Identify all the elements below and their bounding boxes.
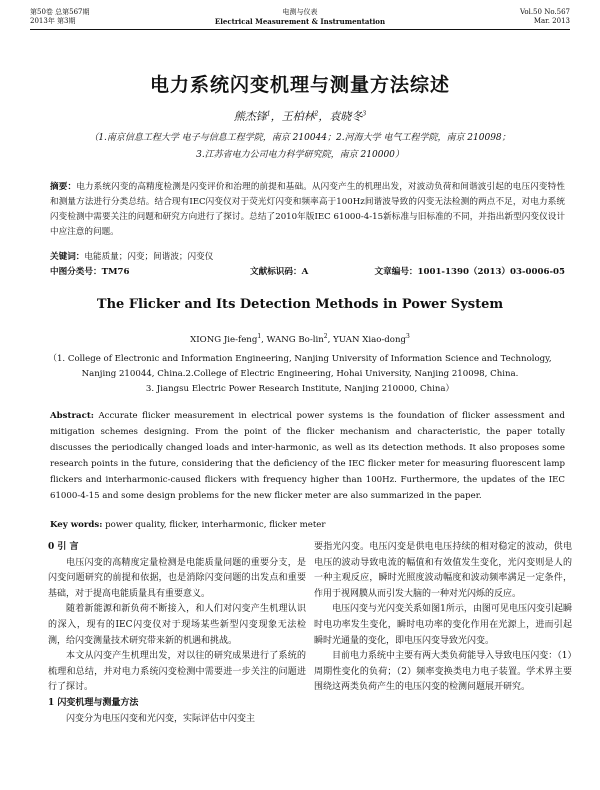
paragraph: 目前电力系统中主要有两大类负荷能导入导致电压闪变：（1）周期性变化的负荷；（2）频率变换类电力电子装置。学术界主要围绕这两类负荷产生的电压闪变的检测问题展开研究。: [314, 651, 572, 693]
clc-number: 中图分类号：TM76: [50, 267, 130, 277]
body-column-right: [314, 540, 572, 696]
paragraph: 随着新能源和新负荷不断接入，和人们对闪变产生机理认识的深入，现有的IEC闪变仪对于现场某些新型闪变现象无法检测，给闪变测量技术研究带来新的机遇和挑战。: [48, 604, 306, 646]
body-column-left: [48, 540, 306, 727]
volume-en: Vol.50 No.567: [519, 8, 570, 16]
abstract-cn-text: 电力系统闪变的高精度检测是闪变评价和治理的前提和基础。从闪变产生的机理出发，对波动负荷和间谐波引起的电压闪变特性和测量方法进行分类总结。结合现有IEC闪变仪对于荧光灯闪变和频率高于100Hz间谐波导致的闪变无法检测的两点不足，对电力系统闪变检测中需要关注的问题和研究方向进行了探讨。总结了2010年版IEC 61000-4-15新标准与旧标准的不同，并指出新型闪变仪设计中应注意的问题。: [50, 182, 565, 237]
document-code: 文献标识码：A: [250, 267, 309, 277]
volume-cn: 第50卷 总第567期: [30, 8, 90, 16]
abstract-cn-label: 摘要：: [50, 182, 77, 192]
paragraph: 本文从闪变产生机理出发，对以往的研究成果进行了系统的梳理和总结，并对电力系统闪变检测中需要进一步关注的问题进行了探讨。: [48, 651, 306, 693]
authors-cn: 熊杰锋$^1$，王柏林$^2$，袁晓冬$^3$: [233, 110, 367, 123]
authors-en: XIONG Jie-feng$^1$, WANG Bo-lin$^2$, YUAN Xiao-dong$^3$: [190, 333, 410, 345]
paragraph: 电压闪变与光闪变关系如图1所示，由图可见电压闪变引起瞬时电功率发生变化，瞬时电功率的变化作用在光源上，进而引起瞬时光通量的变化，即电压闪变导致光闪变。: [314, 604, 572, 646]
author-cn-1: 熊杰锋: [233, 110, 267, 123]
keywords-en: Key words: power quality, flicker, interharmonic, flicker meter: [50, 520, 326, 530]
abstract-cn: [50, 180, 565, 240]
journal-en: Electrical Measurement & Instrumentation: [214, 17, 386, 26]
abstract-en: [50, 408, 565, 504]
running-header: [30, 8, 570, 26]
title-en: The Flicker and Its Detection Methods in Power System: [96, 297, 504, 312]
header-rule: [30, 29, 570, 30]
paragraph: 要指光闪变。电压闪变是供电电压持续的相对稳定的波动，供电电压的波动导致电流的幅值和有效值发生变化，光闪变则是人的一种主观反应，瞬时光照度波动幅度和波动频率满足一定条件，作用于视网膜从而引发大脑的一种对光闪烁的反应。: [314, 542, 572, 599]
paragraph: 闪变分为电压闪变和光闪变，实际评估中闪变主: [66, 713, 256, 724]
section-1-heading: 1 闪变机理与测量方法: [48, 697, 139, 708]
author-cn-3: 袁晓冬: [329, 110, 363, 123]
title-cn: 电力系统闪变机理与测量方法综述: [149, 74, 450, 96]
abstract-en-text: Accurate flicker measurement in electrical power systems is the foundation of flicker assessment and mitigation schemes designing. From the point of the flicker mechanism and characteristic, the paper totally discusses the periodically changed loads and inter-harmonic, as well as its detection methods. It also proposes some research points in the future, considering that the deficiency of the IEC flicker meter for measuring fluorescent lamp flickers and interharmonic-caused flickers with frequency higher than 100Hz. Furthermore, the updates of the IEC 61000-4-15 and some design problems for the new flicker meter are also summarized in the paper.: [50, 411, 565, 501]
abstract-en-label: Abstract:: [50, 411, 94, 421]
journal-cn: 电测与仪表: [282, 8, 318, 16]
date-en: Mar. 2013: [533, 17, 570, 25]
article-number: 文章编号：1001-1390（2013）03-0006-05: [374, 267, 565, 277]
affiliation-cn: （1.南京信息工程大学 电子与信息工程学院，南京 210044；2.河海大学 电气工程学院，南京 210098； 3.江苏省电力公司电力科学研究院，南京 210000）: [89, 133, 511, 160]
affiliation-en: （1. College of Electronic and Information Engineering, Nanjing University of Information Science and Technology, Nanjing 210044, China.2.College of Electric Engineering, Hohai University, Nanjing 210098, China. 3. Jiangsu Electric Power Research Institute, Nanjing 210000, China）: [48, 354, 552, 394]
section-0-heading: 0 引 言: [48, 542, 79, 552]
author-cn-2: 王柏林: [281, 110, 315, 123]
paragraph: 电压闪变的高精度定量检测是电能质量问题的重要分支，是闪变问题研究的前提和依据，也是消除闪变问题的出发点和重要基础，对于提高电能质量具有重要意义。: [48, 557, 306, 599]
keywords-cn: 关键词：电能质量；闪变；间谐波；闪变仪: [50, 252, 214, 262]
year-issue-cn: 2013年 第3期: [30, 17, 76, 25]
